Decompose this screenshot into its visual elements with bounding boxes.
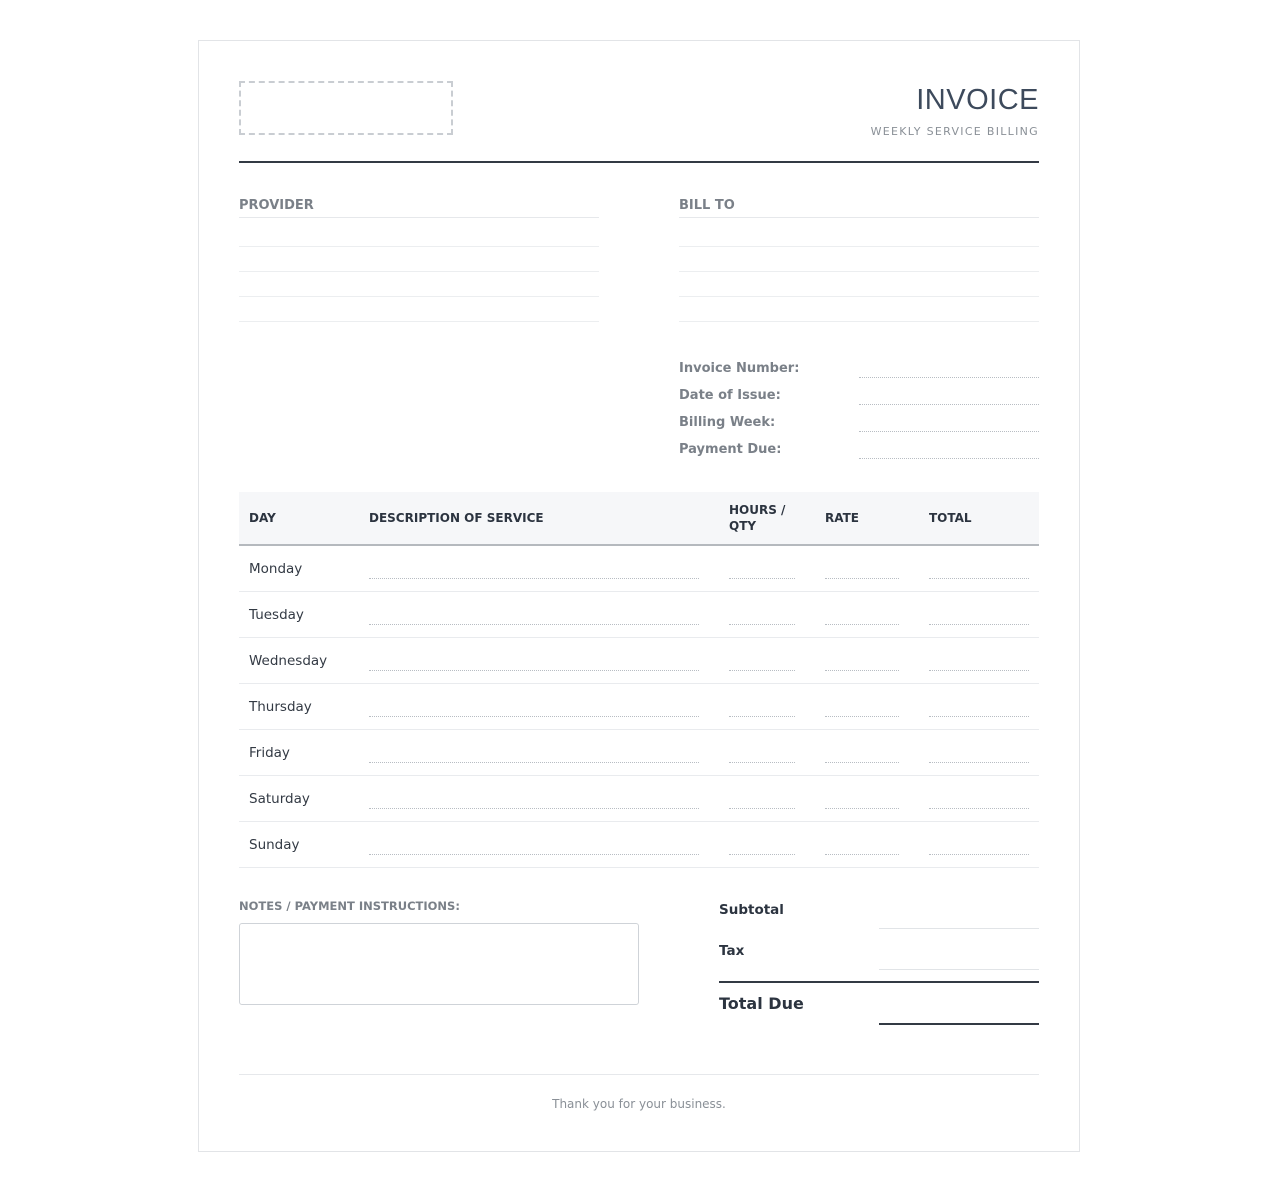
date-of-issue-field[interactable] <box>859 385 1039 405</box>
description-field[interactable] <box>359 592 719 637</box>
total-field[interactable] <box>919 546 1039 591</box>
tax-row <box>719 929 1039 970</box>
table-row <box>239 822 1039 868</box>
notes-section <box>239 899 639 1005</box>
description-field[interactable] <box>359 684 719 729</box>
header-divider <box>239 161 1039 163</box>
column-day: DAY <box>249 511 276 525</box>
subtotal-field[interactable] <box>879 899 1039 929</box>
day-cell: Wednesday <box>249 653 328 669</box>
rate-field[interactable] <box>815 776 919 821</box>
total-field[interactable] <box>919 822 1039 867</box>
logo-placeholder[interactable] <box>239 81 453 135</box>
tax-label: Tax <box>719 943 745 959</box>
bill-to-line-2[interactable] <box>679 247 1039 272</box>
bill-to-section <box>679 194 1039 322</box>
footer-divider <box>239 1074 1039 1075</box>
day-cell: Thursday <box>249 699 312 715</box>
billing-week-row <box>679 405 1039 432</box>
invoice-number-label: Invoice Number: <box>679 361 800 376</box>
provider-line-3[interactable] <box>239 272 599 297</box>
provider-line-2[interactable] <box>239 247 599 272</box>
total-due-label: Total Due <box>719 994 804 1013</box>
table-header <box>239 492 1039 546</box>
notes-input[interactable] <box>239 923 639 1005</box>
invoice-meta <box>679 351 1039 459</box>
bill-to-label: BILL TO <box>679 194 1039 218</box>
hours-field[interactable] <box>719 592 815 637</box>
bill-to-line-4[interactable] <box>679 297 1039 322</box>
hours-field[interactable] <box>719 822 815 867</box>
bill-to-line-1[interactable] <box>679 218 1039 247</box>
hours-field[interactable] <box>719 684 815 729</box>
day-cell: Monday <box>249 561 303 577</box>
table-row <box>239 592 1039 638</box>
rate-field[interactable] <box>815 684 919 729</box>
subtotal-row <box>719 899 1039 929</box>
hours-field[interactable] <box>719 546 815 591</box>
provider-line-4[interactable] <box>239 297 599 322</box>
hours-field[interactable] <box>719 730 815 775</box>
invoice-subtitle: WEEKLY SERVICE BILLING <box>870 125 1039 138</box>
invoice-title: INVOICE <box>916 84 1039 116</box>
total-field[interactable] <box>919 730 1039 775</box>
rate-field[interactable] <box>815 822 919 867</box>
totals-section <box>719 899 1039 1025</box>
description-field[interactable] <box>359 638 719 683</box>
total-field[interactable] <box>919 684 1039 729</box>
total-due-field[interactable] <box>879 983 1039 1025</box>
provider-line-1[interactable] <box>239 218 599 247</box>
bill-to-line-3[interactable] <box>679 272 1039 297</box>
description-field[interactable] <box>359 730 719 775</box>
payment-due-label: Payment Due: <box>679 442 782 457</box>
invoice-number-row <box>679 351 1039 378</box>
payment-due-row <box>679 432 1039 459</box>
date-of-issue-row <box>679 378 1039 405</box>
total-due-row <box>719 983 1039 1025</box>
column-description: DESCRIPTION OF SERVICE <box>369 511 544 525</box>
rate-field[interactable] <box>815 592 919 637</box>
column-total: TOTAL <box>929 511 972 525</box>
description-field[interactable] <box>359 822 719 867</box>
hours-field[interactable] <box>719 776 815 821</box>
billing-week-label: Billing Week: <box>679 415 776 430</box>
column-rate: RATE <box>825 511 859 525</box>
day-cell: Sunday <box>249 837 300 853</box>
table-row <box>239 776 1039 822</box>
notes-label: NOTES / PAYMENT INSTRUCTIONS: <box>239 899 460 913</box>
day-cell: Tuesday <box>249 607 304 623</box>
hours-field[interactable] <box>719 638 815 683</box>
day-cell: Friday <box>249 745 290 761</box>
provider-label: PROVIDER <box>239 194 599 218</box>
invoice-number-field[interactable] <box>859 358 1039 378</box>
subtotal-label: Subtotal <box>719 902 784 918</box>
table-row <box>239 546 1039 592</box>
billing-week-field[interactable] <box>859 412 1039 432</box>
service-table <box>239 492 1039 868</box>
total-field[interactable] <box>919 638 1039 683</box>
table-row <box>239 684 1039 730</box>
column-hours: HOURS / QTY <box>729 503 786 533</box>
description-field[interactable] <box>359 776 719 821</box>
total-field[interactable] <box>919 776 1039 821</box>
provider-section <box>239 194 599 322</box>
rate-field[interactable] <box>815 730 919 775</box>
rate-field[interactable] <box>815 546 919 591</box>
rate-field[interactable] <box>815 638 919 683</box>
footer-message: Thank you for your business. <box>552 1097 726 1111</box>
table-row <box>239 638 1039 684</box>
table-row <box>239 730 1039 776</box>
payment-due-field[interactable] <box>859 439 1039 459</box>
date-of-issue-label: Date of Issue: <box>679 388 781 403</box>
description-field[interactable] <box>359 546 719 591</box>
total-field[interactable] <box>919 592 1039 637</box>
day-cell: Saturday <box>249 791 310 807</box>
invoice-page <box>198 40 1080 1152</box>
tax-field[interactable] <box>879 929 1039 970</box>
